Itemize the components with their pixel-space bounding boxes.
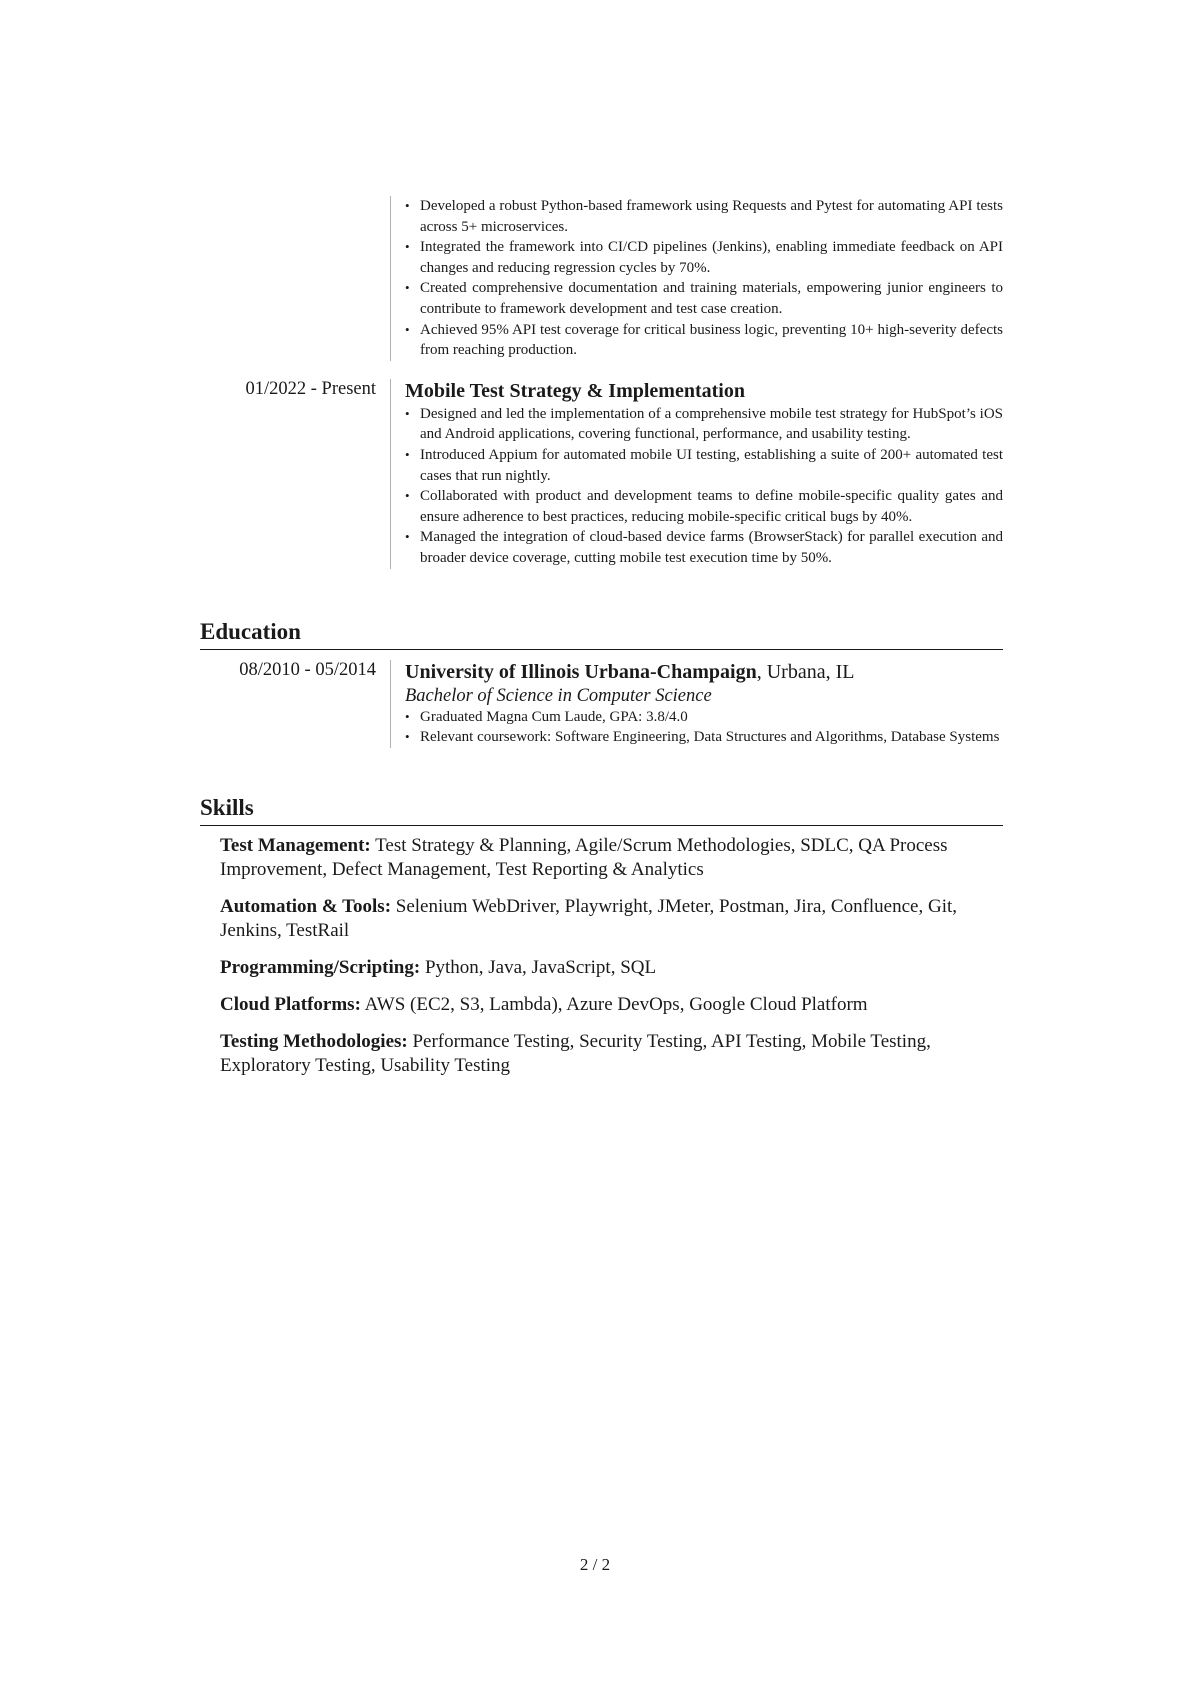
school-location: , Urbana, IL (756, 660, 855, 683)
experience-entry-continued (200, 196, 1003, 361)
bullet-item: • Graduated Magna Cum Laude, GPA: 3.8/4.0 (405, 707, 1003, 728)
bullet-item: • Integrated the framework into CI/CD pipelines (Jenkins), enabling immediate feedback on API changes and reducing regression cycles by 70%. (405, 237, 1003, 278)
skill-row (220, 956, 1003, 980)
skill-row (220, 834, 1003, 882)
skills-list (200, 826, 1003, 1078)
bullet-list (405, 404, 1003, 569)
section-heading: Skills (200, 794, 1003, 826)
skill-label: Programming/Scripting: (220, 956, 421, 978)
bullet-item: • Designed and led the implementation of a comprehensive mobile test strategy for HubSpot’s iOS and Android applications, covering functional, performance, and usability testing. (405, 404, 1003, 445)
school-name: University of Illinois Urbana-Champaign (405, 660, 757, 683)
resume-page (200, 196, 1003, 1091)
skill-label: Test Management: (220, 834, 371, 856)
skill-text: Python, Java, JavaScript, SQL (420, 956, 657, 978)
bullet-item: • Introduced Appium for automated mobile UI testing, establishing a suite of 200+ automated test cases that run nightly. (405, 445, 1003, 486)
skill-row (220, 895, 1003, 943)
skill-row (220, 993, 1003, 1017)
bullet-item: • Developed a robust Python-based framework using Requests and Pytest for automating API tests across 5+ microservices. (405, 196, 1003, 237)
bullet-item: • Relevant coursework: Software Engineering, Data Structures and Algorithms, Database Systems (405, 727, 1003, 748)
education-entry (200, 660, 1003, 748)
skill-label: Testing Methodologies: (220, 1030, 408, 1052)
bullet-list (405, 196, 1003, 361)
skill-label: Automation & Tools: (220, 895, 392, 917)
skill-text: Selenium WebDriver, Playwright, JMeter, Postman, Jira, Confluence, Git, Jenkins, TestRail (220, 895, 958, 941)
entry-body (390, 379, 1003, 569)
skill-text: Test Strategy & Planning, Agile/Scrum Methodologies, SDLC, QA Process Improvement, Defect Management, Test Reporting & Analytics (220, 834, 948, 880)
entry-date: 01/2022 - Present (245, 378, 376, 399)
skill-text: Performance Testing, Security Testing, API Testing, Mobile Testing, Exploratory Testing, Usability Testing (220, 1030, 931, 1076)
degree: Bachelor of Science in Computer Science (405, 685, 712, 706)
entry-body (390, 196, 1003, 361)
skill-row (220, 1030, 1003, 1078)
bullet-list (405, 707, 1003, 748)
bullet-item: • Achieved 95% API test coverage for critical business logic, preventing 10+ high-severity defects from reaching production. (405, 320, 1003, 361)
skill-label: Cloud Platforms: (220, 993, 361, 1015)
bullet-item: • Created comprehensive documentation and training materials, empowering junior engineers to contribute to framework development and test case creation. (405, 278, 1003, 319)
entry-title (405, 660, 1003, 685)
section-heading: Education (200, 618, 1003, 650)
entry-date: 08/2010 - 05/2014 (239, 659, 376, 680)
skill-text: AWS (EC2, S3, Lambda), Azure DevOps, Google Cloud Platform (360, 993, 868, 1015)
entry-body (390, 660, 1003, 748)
experience-entry-mobile (200, 379, 1003, 569)
page-number: 2 / 2 (579, 1555, 611, 1574)
entry-date (200, 194, 390, 361)
skills-section (200, 794, 1003, 1078)
bullet-item: • Collaborated with product and development teams to define mobile-specific quality gates and ensure adherence to best practices, reducing mobile-specific critical bugs by 40%. (405, 486, 1003, 527)
education-section (200, 618, 1003, 748)
entry-title: Mobile Test Strategy & Implementation (405, 379, 745, 402)
bullet-item: • Managed the integration of cloud-based device farms (BrowserStack) for parallel execution and broader device coverage, cutting mobile test execution time by 50%. (405, 527, 1003, 568)
